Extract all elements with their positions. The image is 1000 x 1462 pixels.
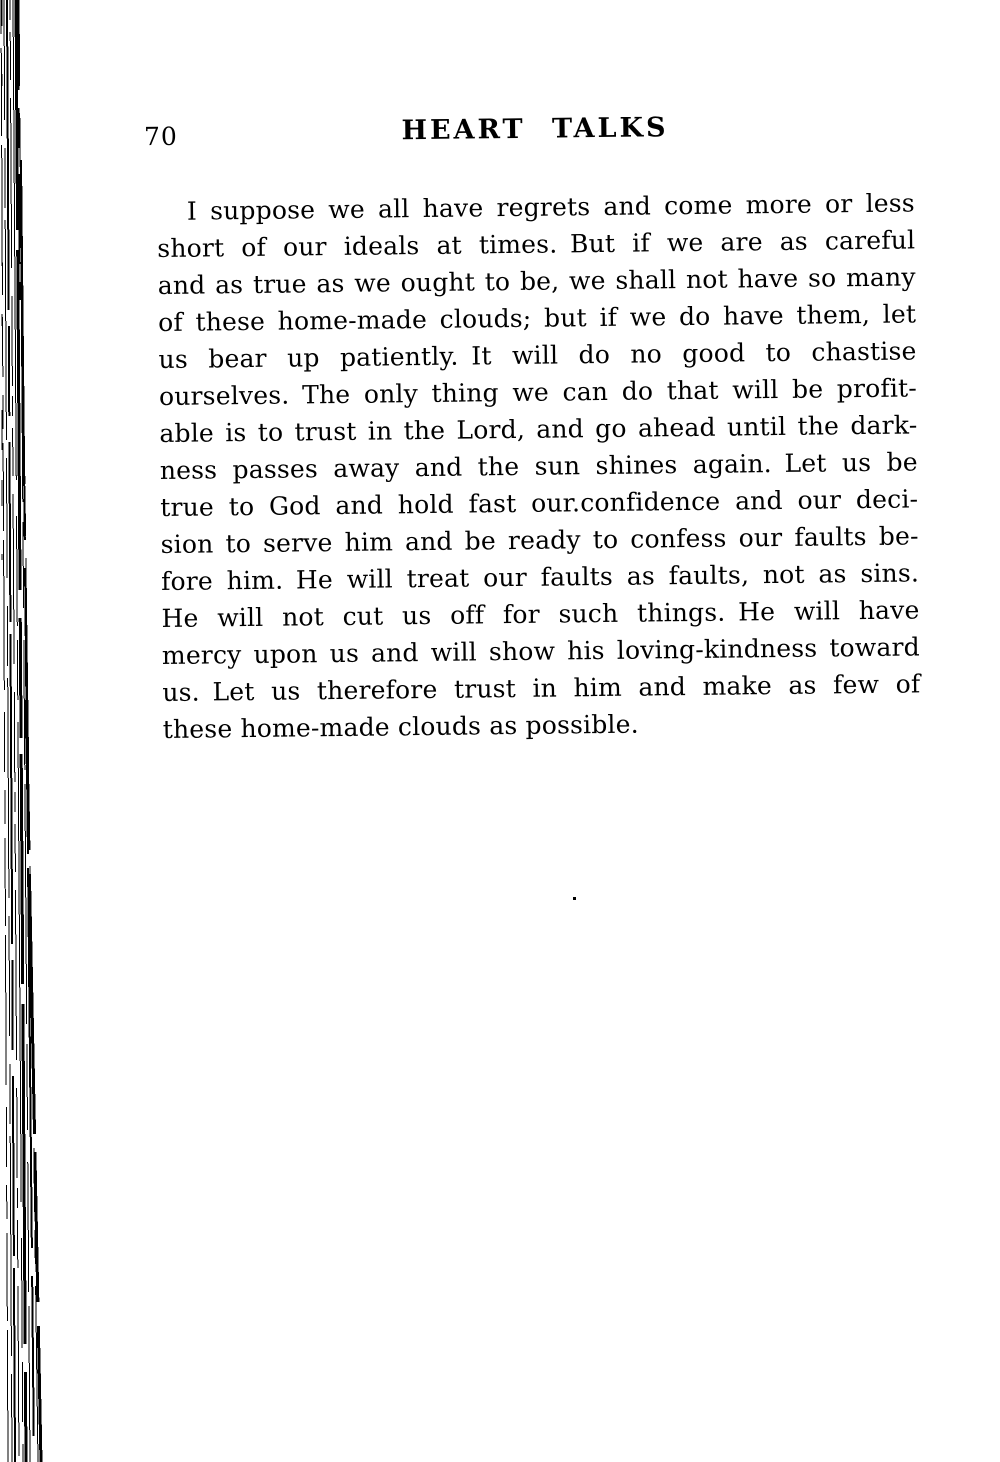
text-line: of these home-made clouds; but if we do have them, let	[157, 299, 917, 338]
text-line: ness passes away and the sun shines again. Let us be	[159, 447, 918, 486]
text-line: sion to serve him and be ready to confess our faults be-	[160, 521, 919, 560]
text-line: these home-made clouds as possible.	[162, 709, 639, 745]
page-number: 70	[143, 121, 179, 152]
text-line: and as true as we ought to be, we shall not have so many	[157, 262, 916, 301]
text-line: able is to trust in the Lord, and go ahead until the dark-	[159, 410, 918, 449]
text-line: ourselves. The only thing we can do that will be profit-	[158, 373, 918, 412]
text-line: true to God and hold fast our.confidence and our deci-	[160, 484, 919, 523]
text-line: I suppose we all have regrets and come more or less	[186, 188, 916, 226]
text-line: mercy upon us and will show his loving-kindness toward	[161, 632, 921, 671]
running-head	[143, 109, 914, 152]
page-title: HEART TALKS	[401, 112, 669, 147]
text-line: short of our ideals at times. But if we are as careful	[157, 225, 916, 264]
ink-speck	[573, 897, 576, 900]
paragraph	[157, 184, 921, 748]
text-line: us bear up patiently. It will do no good to chastise	[158, 336, 917, 375]
text-line: fore him. He will treat our faults as faults, not as sins.	[160, 558, 920, 597]
text-line: us. Let us therefore trust in him and make as few of	[162, 669, 921, 708]
text-line: He will not cut us off for such things. He will have	[161, 595, 920, 634]
